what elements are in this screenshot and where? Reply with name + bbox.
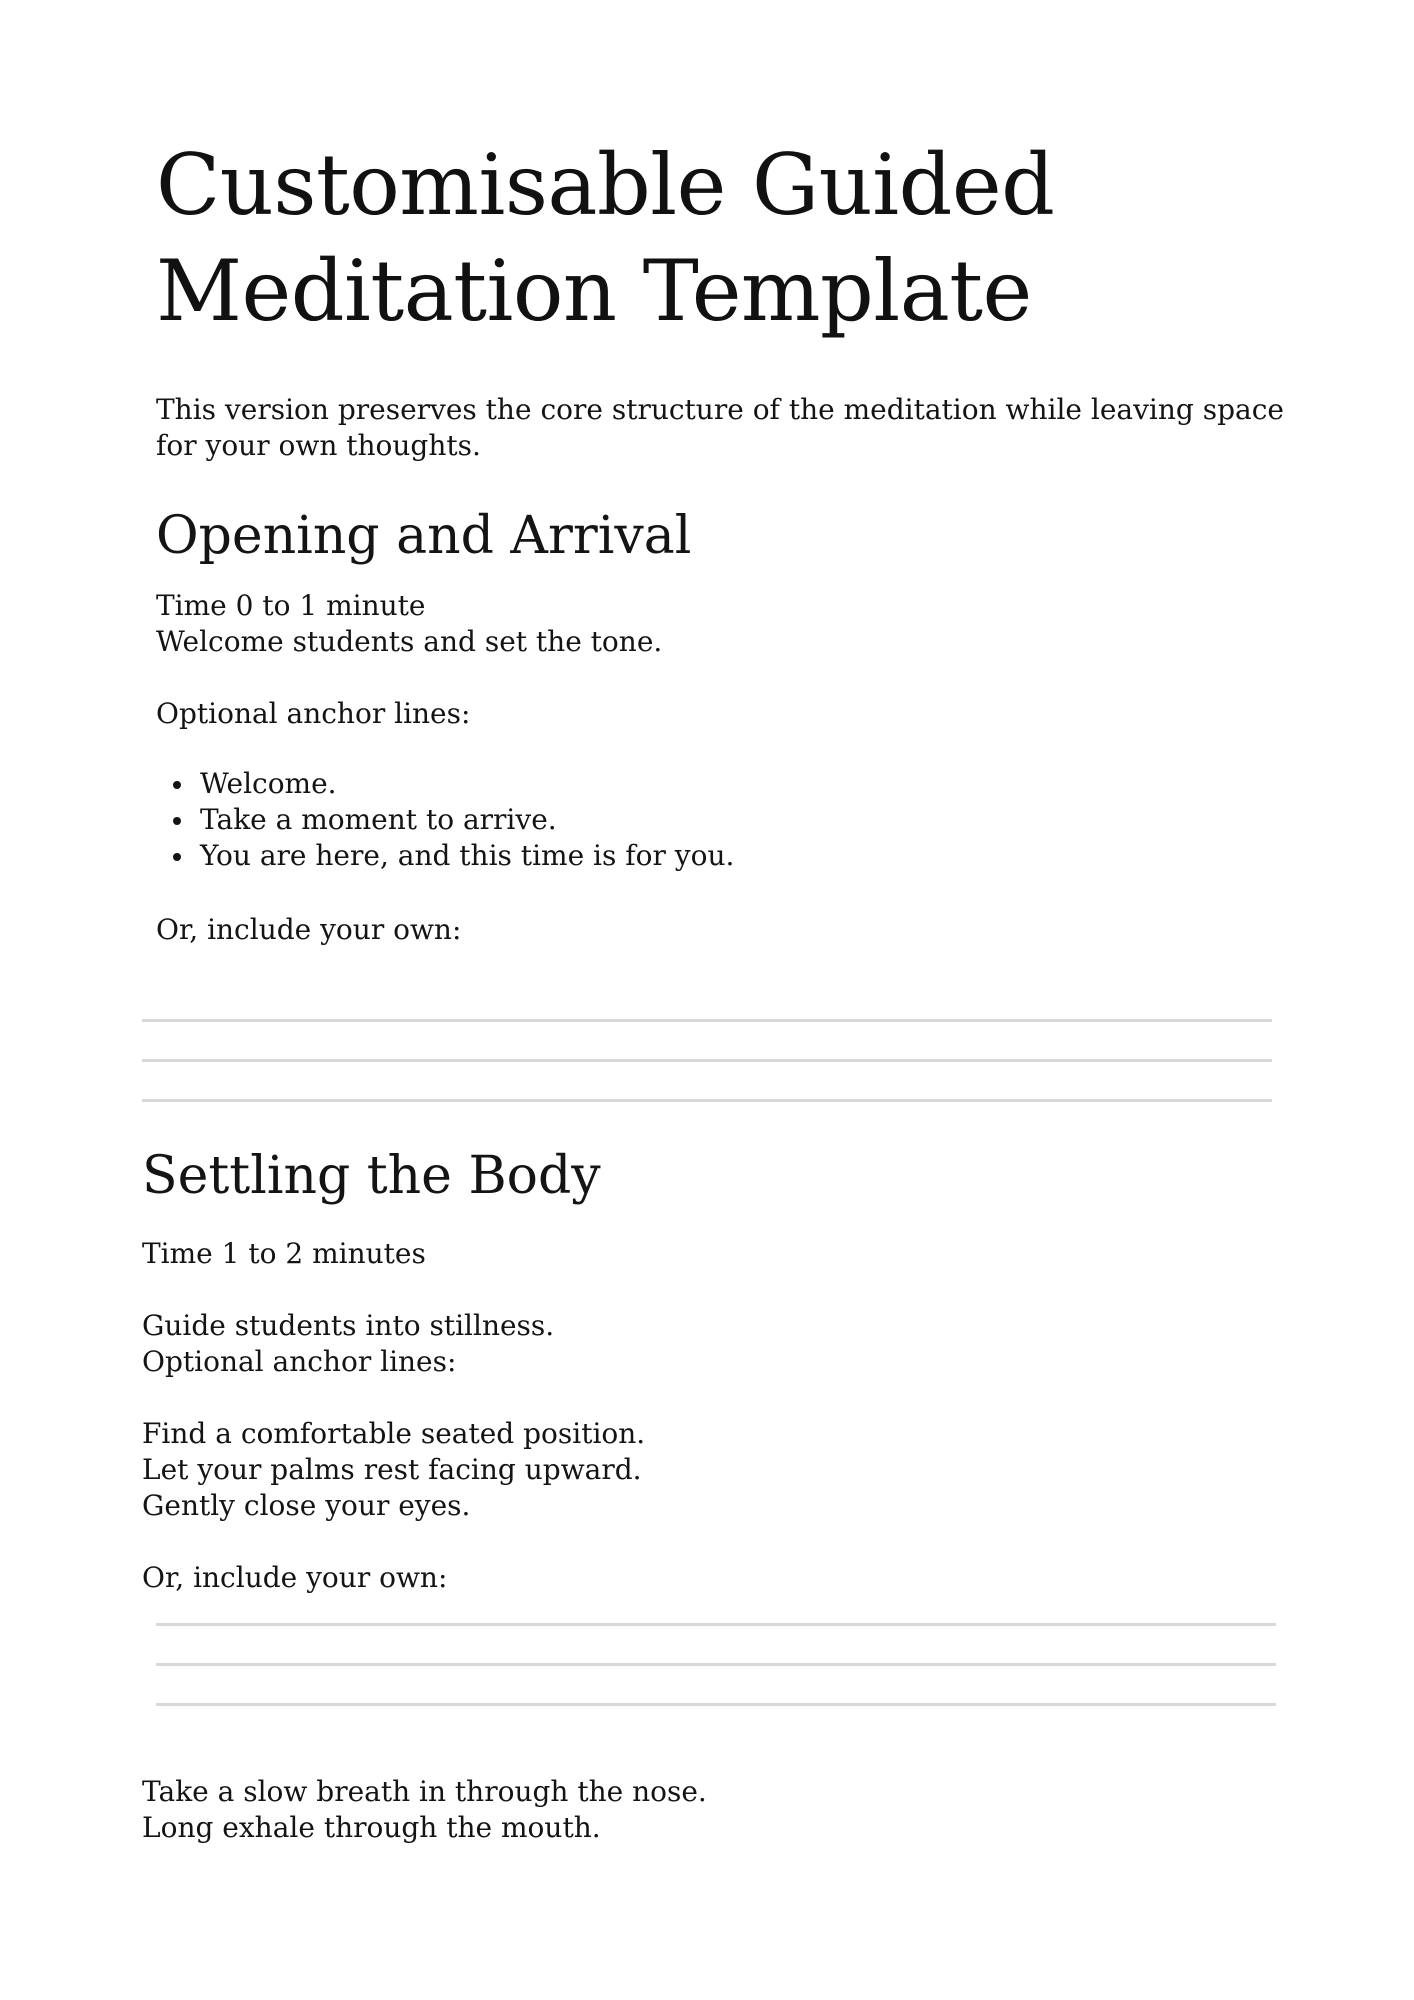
intro-line-1: This version preserves the core structure of the meditation while leaving space xyxy=(156,393,1284,426)
page-title xyxy=(156,132,1256,344)
anchor-line: You are here, and this time is for you. xyxy=(200,839,735,872)
list-item xyxy=(156,838,734,874)
bullet-dot-icon xyxy=(173,853,181,861)
intro-line-2: for your own thoughts. xyxy=(156,429,481,462)
section1-own-label: Or, include your own: xyxy=(156,913,462,946)
section2-time: Time 1 to 2 minutes xyxy=(142,1237,426,1270)
writing-line-5 xyxy=(156,1663,1276,1666)
section1-anchor-label: Optional anchor lines: xyxy=(156,697,471,730)
section2-anchor-line-3: Gently close your eyes. xyxy=(142,1489,471,1522)
anchor-line: Welcome. xyxy=(200,767,337,800)
section-heading-opening: Opening and Arrival xyxy=(156,506,692,566)
writing-line-4 xyxy=(156,1623,1276,1626)
section2-instruction: Guide students into stillness. xyxy=(142,1309,555,1342)
section2-breath-line-2: Long exhale through the mouth. xyxy=(142,1811,601,1844)
writing-line-6 xyxy=(156,1703,1276,1706)
section2-own-label: Or, include your own: xyxy=(142,1561,448,1594)
section2-anchor-label: Optional anchor lines: xyxy=(142,1345,457,1378)
section2-anchor-line-1: Find a comfortable seated position. xyxy=(142,1417,646,1450)
writing-line-3 xyxy=(142,1099,1272,1102)
intro-paragraph xyxy=(156,392,1286,464)
writing-line-1 xyxy=(142,1019,1272,1022)
anchor-line: Take a moment to arrive. xyxy=(200,803,557,836)
section1-instruction: Welcome students and set the tone. xyxy=(156,625,663,658)
section2-breath-line-1: Take a slow breath in through the nose. xyxy=(142,1775,707,1808)
writing-line-2 xyxy=(142,1059,1272,1062)
section2-anchor-line-2: Let your palms rest facing upward. xyxy=(142,1453,642,1486)
bullet-dot-icon xyxy=(173,817,181,825)
title-line-2: Meditation Template xyxy=(156,242,1032,340)
section1-time: Time 0 to 1 minute xyxy=(156,589,426,622)
list-item xyxy=(156,766,734,802)
title-line-1: Customisable Guided xyxy=(156,136,1055,234)
bullet-dot-icon xyxy=(173,781,181,789)
list-item xyxy=(156,802,734,838)
section-heading-settling: Settling the Body xyxy=(142,1146,601,1206)
section1-anchor-list xyxy=(156,766,734,874)
